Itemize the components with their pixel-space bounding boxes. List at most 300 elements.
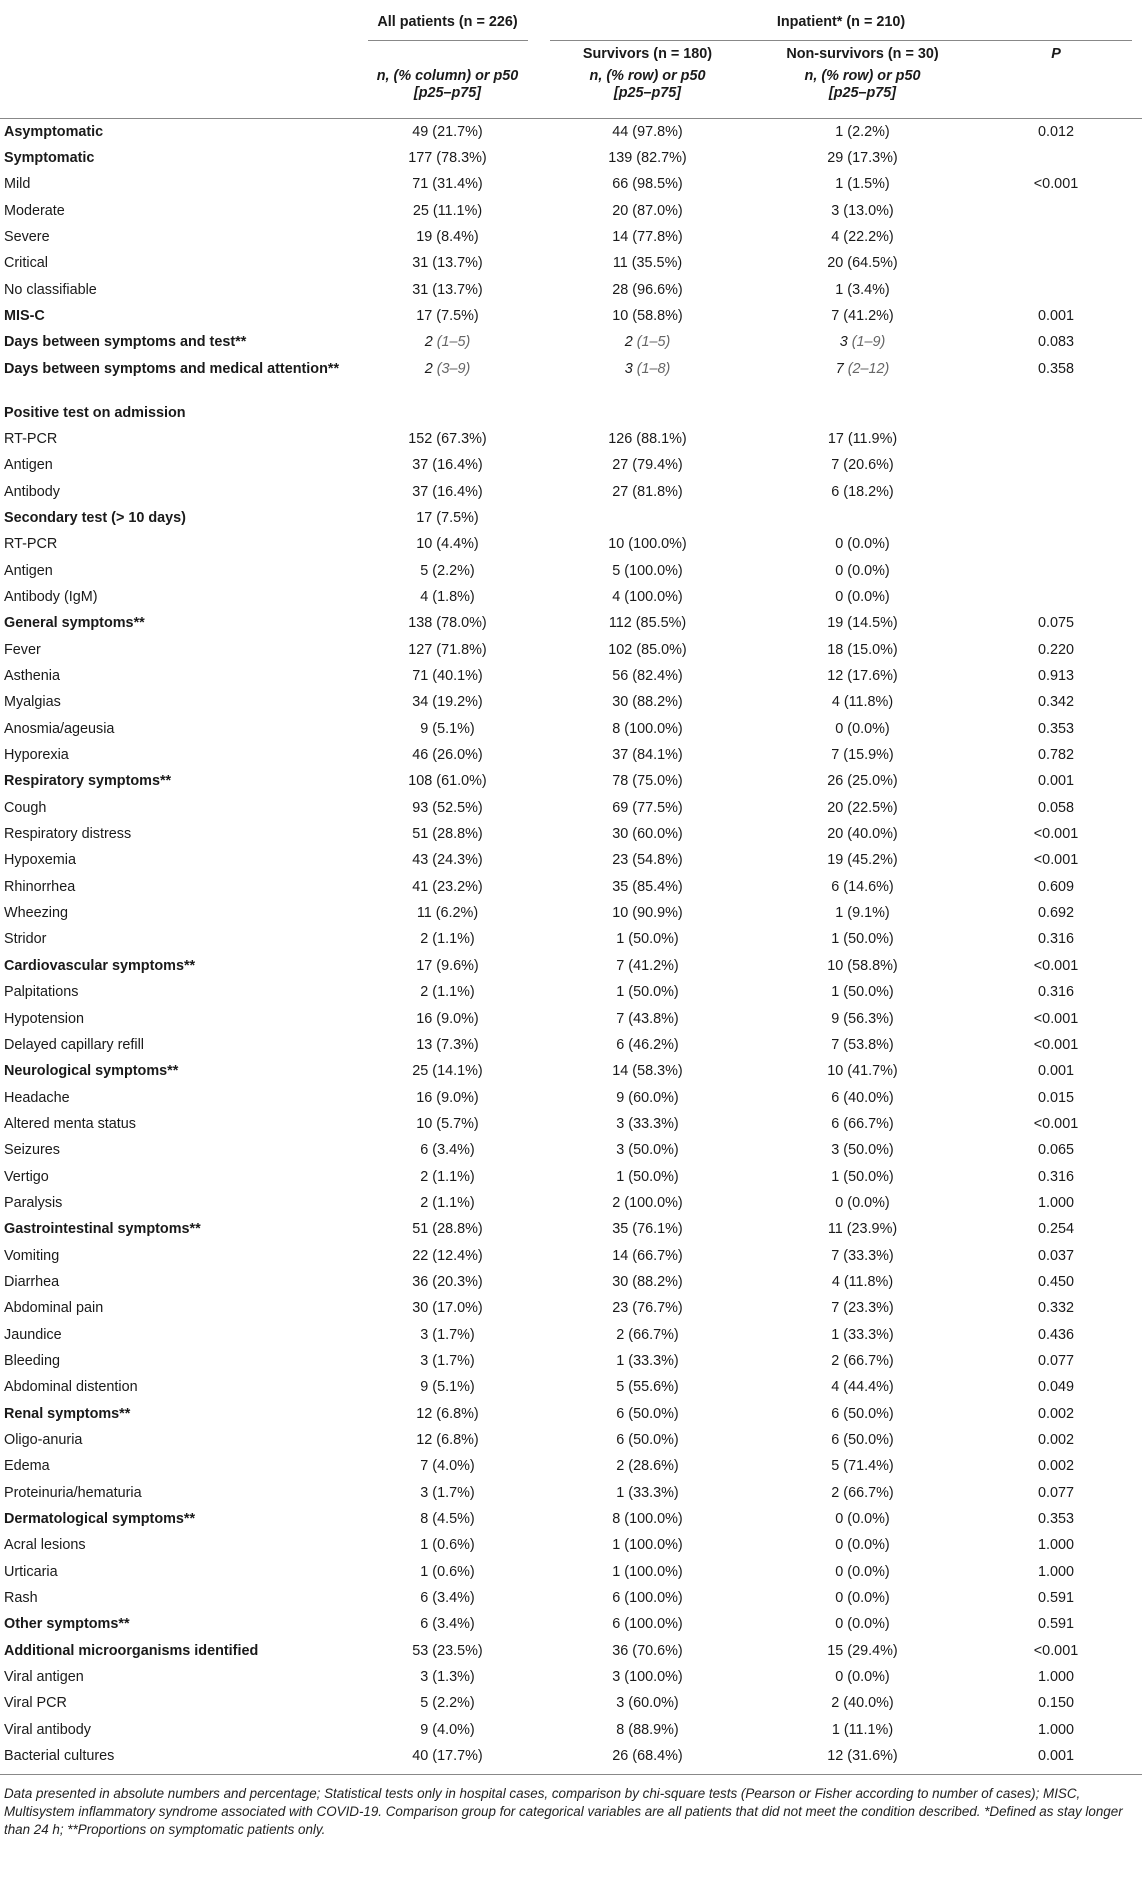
cell-all-patients: 108 (61.0%) [408, 773, 487, 790]
cell-all-patients: 37 (16.4%) [412, 457, 483, 474]
table-body [0, 119, 1142, 1775]
cell-p-value: 0.316 [1037, 931, 1074, 948]
row-label: Mild [4, 176, 31, 193]
row-label: Delayed capillary refill [4, 1036, 144, 1053]
table-row [0, 1374, 1142, 1400]
cell-nonsurvivors: 12 (31.6%) [827, 1748, 898, 1765]
cell-survivors: 4 (100.0%) [612, 589, 683, 605]
cell-all-patients: 71 (31.4%) [412, 176, 483, 193]
cell-survivors: 5 (55.6%) [616, 1379, 679, 1396]
cell-nonsurvivors: 6 (14.6%) [831, 878, 894, 895]
cell-survivors: 1 (50.0%) [616, 984, 679, 1001]
cell-nonsurvivors: 4 (11.8%) [831, 694, 894, 711]
row-label: Critical [4, 255, 48, 272]
table-row [0, 426, 1142, 452]
cell-all-patients: 5 (2.2%) [420, 562, 475, 579]
cell-nonsurvivors: 5 (71.4%) [831, 1458, 894, 1475]
cell-survivors: 56 (82.4%) [612, 668, 683, 685]
row-label: Days between symptoms and medical attention** [4, 360, 340, 377]
table-row [0, 795, 1142, 821]
cell-p-value: <0.001 [1033, 1036, 1079, 1053]
cell-survivors: 2 (100.0%) [612, 1194, 683, 1211]
row-label: Symptomatic [4, 149, 95, 166]
cell-survivors: 78 (75.0%) [612, 773, 683, 790]
row-label: Severe [4, 228, 50, 245]
cell-p-value: 0.002 [1037, 1405, 1074, 1422]
table-row [0, 689, 1142, 715]
table-row [0, 1611, 1142, 1637]
cell-survivors: 23 (54.8%) [612, 852, 683, 869]
cell-nonsurvivors: 2 (66.7%) [831, 1484, 894, 1501]
cell-all-patients: 10 (5.7%) [416, 1115, 479, 1132]
row-label: RT-PCR [4, 430, 58, 447]
cell-nonsurvivors: 1 (11.1%) [831, 1721, 894, 1738]
row-label: Hypotension [4, 1010, 84, 1027]
cell-all-patients: 9 (4.0%) [420, 1721, 475, 1738]
cell-all-patients: 41 (23.2%) [412, 878, 483, 895]
cell-survivors [540, 505, 755, 531]
cell-p-value: 0.353 [1037, 1511, 1074, 1528]
cell-all-patients: 152 (67.3%) [408, 430, 487, 447]
cell-survivors: 1 (50.0%) [616, 1168, 679, 1185]
cell-nonsurvivors: 15 (29.4%) [827, 1642, 898, 1659]
cell-survivors: 6 (100.0%) [612, 1616, 683, 1633]
cell-p-value: 1.000 [1037, 1194, 1074, 1211]
cell-nonsurvivors: 6 (50.0%) [831, 1432, 894, 1448]
table-row [0, 874, 1142, 900]
table-row [0, 505, 1142, 531]
cell-all-patients: 17 (7.5%) [416, 509, 479, 526]
table-row [0, 1664, 1142, 1690]
cell-nonsurvivors: 19 (45.2%) [827, 852, 898, 869]
header-row-subtitles [0, 68, 1142, 119]
cell-survivors: 126 (88.1%) [608, 430, 687, 447]
table-row [0, 1164, 1142, 1190]
row-label: Cough [4, 799, 47, 816]
row-label: Palpitations [4, 984, 79, 1001]
cell-p-value: 0.002 [1037, 1458, 1074, 1475]
cell-all-patients: 93 (52.5%) [412, 799, 483, 816]
row-label: Urticaria [4, 1563, 58, 1580]
cell-p-value: 0.075 [1037, 615, 1074, 632]
cell-nonsurvivors [755, 400, 970, 426]
row-label: Asthenia [4, 668, 61, 685]
table-row [0, 1006, 1142, 1032]
cell-p-value: 0.342 [1037, 694, 1074, 711]
cell-survivors: 30 (88.2%) [612, 694, 683, 711]
table-row [0, 926, 1142, 952]
cell-all-patients: 30 (17.0%) [412, 1300, 483, 1317]
row-label: Diarrhea [4, 1273, 60, 1290]
table-row [0, 1690, 1142, 1716]
table-row [0, 610, 1142, 636]
cell-all-patients: 46 (26.0%) [412, 747, 483, 764]
row-label: Antibody [4, 483, 61, 500]
row-label: Acral lesions [4, 1537, 86, 1554]
cell-nonsurvivors: 26 (25.0%) [827, 773, 898, 790]
cell-p-value: 0.609 [1037, 878, 1074, 895]
cell-survivors: 1 (50.0%) [616, 931, 679, 948]
table-row [0, 277, 1142, 303]
col-survivors: Survivors (n = 180) [582, 46, 713, 62]
cell-all-patients: 31 (13.7%) [412, 281, 483, 298]
cell-nonsurvivors: 0 (0.0%) [835, 536, 890, 553]
header-row-groups [0, 0, 1142, 44]
cell-p-value: 0.015 [1037, 1089, 1074, 1106]
table-row [0, 329, 1142, 355]
cell-all-patients: 2 (1.1%) [420, 984, 475, 1001]
table-row [0, 953, 1142, 979]
row-label: Additional microorganisms identified [4, 1642, 259, 1659]
cell-nonsurvivors: 7 (23.3%) [831, 1300, 894, 1317]
row-label: Moderate [4, 202, 65, 219]
cell-survivors: 30 (60.0%) [612, 826, 683, 843]
table-row [0, 1243, 1142, 1269]
cell-p-value [970, 479, 1142, 505]
cell-survivors: 3 (100.0%) [612, 1669, 683, 1686]
table-row [0, 1190, 1142, 1216]
row-label: Hypoxemia [4, 852, 76, 869]
cell-p-value: 0.782 [1037, 747, 1074, 764]
row-label: General symptoms** [4, 615, 145, 632]
cell-nonsurvivors: 1 (50.0%) [831, 1168, 894, 1185]
cell-survivors: 14 (66.7%) [612, 1247, 683, 1264]
cell-nonsurvivors: 1 (1.5%) [835, 176, 890, 193]
row-label: Paralysis [4, 1194, 63, 1211]
cell-survivors: 2 (28.6%) [616, 1458, 679, 1475]
cell-all-patients: 3 (1.7%) [420, 1326, 475, 1343]
row-label: Antibody (IgM) [4, 589, 98, 605]
row-label: Gastrointestinal symptoms** [4, 1221, 201, 1238]
cell-p-value: 0.692 [1037, 905, 1074, 922]
table-row [0, 1717, 1142, 1743]
cell-survivors: 26 (68.4%) [612, 1748, 683, 1765]
cell-survivors: 6 (46.2%) [616, 1036, 679, 1053]
cell-nonsurvivors: 2 (40.0%) [831, 1695, 894, 1712]
cell-survivors: 27 (81.8%) [612, 483, 683, 500]
row-label: Proteinuria/hematuria [4, 1484, 142, 1501]
cell-all-patients: 11 (6.2%) [416, 905, 479, 922]
cell-all-patients: 53 (23.5%) [412, 1642, 483, 1659]
cell-all-patients: 6 (3.4%) [420, 1590, 475, 1607]
cell-survivors: 28 (96.6%) [612, 281, 683, 298]
cell-all-patients: 40 (17.7%) [412, 1748, 483, 1765]
cell-nonsurvivors: 0 (0.0%) [835, 589, 890, 605]
cell-p-value: 0.049 [1037, 1379, 1074, 1396]
cell-survivors: 6 (50.0%) [616, 1405, 679, 1422]
cell-all-patients: 3 (1.3%) [420, 1669, 475, 1686]
row-label: Oligo-anuria [4, 1432, 83, 1448]
cell-nonsurvivors: 0 (0.0%) [835, 562, 890, 579]
cell-survivors: 20 (87.0%) [612, 202, 683, 219]
cell-p-value: 0.001 [1037, 1748, 1074, 1765]
table-row [0, 479, 1142, 505]
table-row [0, 900, 1142, 926]
cell-all-patients: 10 (4.4%) [416, 536, 479, 553]
cell-nonsurvivors: 0 (0.0%) [835, 1590, 890, 1607]
row-label: Other symptoms** [4, 1616, 130, 1633]
cell-survivors: 36 (70.6%) [612, 1642, 683, 1659]
table-row [0, 1085, 1142, 1111]
cell-nonsurvivors: 19 (14.5%) [827, 615, 898, 632]
cell-p-value: 0.065 [1037, 1142, 1074, 1159]
cell-all-patients: 9 (5.1%) [420, 1379, 475, 1396]
table-row [0, 303, 1142, 329]
cell-survivors: 6 (100.0%) [612, 1590, 683, 1607]
table-row [0, 1348, 1142, 1374]
cell-all-patients: 138 (78.0%) [408, 615, 487, 632]
cell-p-value [970, 452, 1142, 478]
cell-survivors: 7 (41.2%) [616, 957, 679, 974]
cell-p-value: 0.913 [1037, 668, 1074, 685]
cell-all-patients: 31 (13.7%) [412, 255, 483, 272]
cell-all-patients: 17 (9.6%) [416, 957, 479, 974]
cell-nonsurvivors: 3 (50.0%) [831, 1142, 894, 1159]
cell-p-value: 0.150 [1037, 1695, 1074, 1712]
row-label: Abdominal distention [4, 1379, 138, 1396]
cell-all-patients: 25 (11.1%) [412, 202, 483, 219]
row-label: RT-PCR [4, 536, 58, 553]
table-row [0, 1453, 1142, 1479]
cell-all-patients: 16 (9.0%) [416, 1010, 479, 1027]
cell-p-value: 0.077 [1037, 1484, 1074, 1501]
cell-nonsurvivors: 29 (17.3%) [827, 149, 898, 166]
table-row [0, 716, 1142, 742]
cell-p-value [970, 145, 1142, 171]
row-label: Secondary test (> 10 days) [4, 509, 186, 526]
cell-all-patients: 36 (20.3%) [412, 1273, 483, 1290]
row-label: Stridor [4, 931, 47, 948]
cell-all-patients: 3 (1.7%) [420, 1484, 475, 1501]
cell-all-patients: 127 (71.8%) [408, 641, 487, 658]
cell-nonsurvivors: 0 (0.0%) [835, 1511, 890, 1528]
row-label: Altered menta status [4, 1115, 136, 1132]
table-row [0, 224, 1142, 250]
table-row [0, 584, 1142, 610]
header-row-columns [0, 44, 1142, 68]
row-label: Jaundice [4, 1326, 62, 1343]
cell-all-patients: 25 (14.1%) [412, 1063, 483, 1080]
cell-nonsurvivors: 1 (50.0%) [831, 931, 894, 948]
table-row [0, 1322, 1142, 1348]
cell-survivors: 1 (100.0%) [612, 1537, 683, 1554]
cell-nonsurvivors: 0 (0.0%) [835, 1563, 890, 1580]
table-row [0, 1401, 1142, 1427]
cell-p-value: <0.001 [1033, 1010, 1079, 1027]
cell-all-patients: 4 (1.8%) [420, 589, 475, 605]
row-label: Renal symptoms** [4, 1405, 131, 1422]
cell-survivors: 1 (33.3%) [616, 1484, 679, 1501]
cell-survivors: 5 (100.0%) [612, 562, 683, 579]
cell-p-value: <0.001 [1033, 1642, 1079, 1659]
cell-survivors: 11 (35.5%) [612, 255, 683, 272]
table-row [0, 452, 1142, 478]
table-row [0, 1532, 1142, 1558]
cell-nonsurvivors: 3 (13.0%) [831, 202, 894, 219]
table-row [0, 637, 1142, 663]
cell-p-value [970, 198, 1142, 224]
cell-nonsurvivors: 2 (66.7%) [831, 1352, 894, 1369]
cell-nonsurvivors: 7 (41.2%) [831, 307, 894, 324]
cell-nonsurvivors: 20 (22.5%) [827, 799, 898, 816]
cell-nonsurvivors: 6 (50.0%) [831, 1405, 894, 1422]
cell-survivors: 2 (1–5) [624, 334, 671, 351]
cell-p-value: 1.000 [1037, 1537, 1074, 1554]
cell-p-value: 0.001 [1037, 307, 1074, 324]
table-row [0, 400, 1142, 426]
table-footnote: Data presented in absolute numbers and percentage; Statistical tests only in hospital cases, comparison by chi-square tests (Pearson or Fisher according to number of cases); MISC, Multisystem inflammatory syndrome associated with COVID-19. Comparison group for categorical variables are all patients that did not meet the condition described. *Defined as stay longer than 24 h; **Proportions on symptomatic patients only. [4, 1785, 1123, 1837]
cell-survivors: 3 (60.0%) [616, 1695, 679, 1712]
table-row [0, 768, 1142, 794]
cell-p-value: 0.316 [1037, 984, 1074, 1001]
cell-all-patients: 34 (19.2%) [412, 694, 483, 711]
group-all-patients: All patients (n = 226) [355, 0, 540, 44]
row-label: Antigen [4, 457, 53, 474]
cell-all-patients: 22 (12.4%) [412, 1247, 483, 1264]
cell-survivors: 1 (100.0%) [612, 1563, 683, 1580]
cell-all-patients: 3 (1.7%) [420, 1352, 475, 1369]
cell-all-patients: 2 (1.1%) [420, 1194, 475, 1211]
cell-nonsurvivors: 7 (53.8%) [831, 1036, 894, 1053]
cell-p-value: 0.450 [1037, 1273, 1074, 1290]
table-row [0, 821, 1142, 847]
cell-all-patients: 49 (21.7%) [412, 124, 483, 140]
cell-nonsurvivors: 20 (64.5%) [827, 255, 898, 272]
cell-nonsurvivors: 1 (3.4%) [835, 281, 890, 298]
row-label: Antigen [4, 562, 53, 579]
group-inpatient: Inpatient* (n = 210) [540, 0, 1142, 44]
cell-all-patients: 6 (3.4%) [420, 1142, 475, 1159]
cell-survivors: 30 (88.2%) [612, 1273, 683, 1290]
cell-nonsurvivors: 12 (17.6%) [827, 668, 898, 685]
table-row [0, 198, 1142, 224]
cell-survivors: 27 (79.4%) [612, 457, 683, 474]
cell-p-value: <0.001 [1033, 176, 1079, 193]
cell-nonsurvivors: 10 (58.8%) [827, 957, 898, 974]
table-row [0, 1559, 1142, 1585]
cell-p-value [970, 224, 1142, 250]
cell-p-value: 0.002 [1037, 1432, 1074, 1448]
row-label: Neurological symptoms** [4, 1063, 179, 1080]
cell-all-patients: 1 (0.6%) [420, 1563, 475, 1580]
cell-p-value: 0.591 [1037, 1590, 1074, 1607]
cell-p-value [970, 277, 1142, 303]
cell-survivors: 66 (98.5%) [612, 176, 683, 193]
cell-p-value: 0.436 [1037, 1326, 1074, 1343]
cell-nonsurvivors: 7 (20.6%) [831, 457, 894, 474]
cell-p-value: 0.037 [1037, 1247, 1074, 1264]
row-label: Respiratory symptoms** [4, 773, 172, 790]
cell-survivors: 8 (100.0%) [612, 1511, 683, 1528]
row-label: Bleeding [4, 1352, 61, 1369]
sub-survivors: n, (% row) or p50 [p25–p75] [589, 68, 706, 101]
cell-nonsurvivors: 17 (11.9%) [827, 430, 898, 447]
cell-p-value: <0.001 [1033, 852, 1079, 869]
cell-nonsurvivors: 6 (40.0%) [831, 1089, 894, 1106]
cell-all-patients: 6 (3.4%) [420, 1616, 475, 1633]
row-label: Vomiting [4, 1247, 60, 1264]
cell-p-value: 1.000 [1037, 1669, 1074, 1686]
cell-all-patients: 12 (6.8%) [416, 1405, 479, 1422]
cell-nonsurvivors: 18 (15.0%) [827, 641, 898, 658]
cell-p-value: 1.000 [1037, 1563, 1074, 1580]
table-row [0, 1743, 1142, 1774]
table-row [0, 1111, 1142, 1137]
table-row [0, 171, 1142, 197]
row-label: Cardiovascular symptoms** [4, 957, 196, 974]
cell-p-value [970, 584, 1142, 610]
row-label: No classifiable [4, 281, 97, 298]
cell-all-patients: 51 (28.8%) [412, 1221, 483, 1238]
cell-all-patients: 2 (1.1%) [420, 931, 475, 948]
table-row [0, 145, 1142, 171]
table-row [0, 979, 1142, 1005]
row-label: Positive test on admission [4, 404, 186, 421]
cell-all-patients: 71 (40.1%) [412, 668, 483, 685]
row-label: Myalgias [4, 694, 61, 711]
row-label: Seizures [4, 1142, 60, 1159]
table-row [0, 1480, 1142, 1506]
cell-survivors: 3 (50.0%) [616, 1142, 679, 1159]
cell-nonsurvivors: 6 (66.7%) [831, 1115, 894, 1132]
cell-survivors: 2 (66.7%) [616, 1326, 679, 1343]
cell-survivors: 14 (58.3%) [612, 1063, 683, 1080]
cell-p-value [970, 400, 1142, 426]
row-label: Viral antibody [4, 1721, 91, 1738]
cell-p-value: 0.358 [1037, 360, 1074, 377]
cell-all-patients: 5 (2.2%) [420, 1695, 475, 1712]
cell-nonsurvivors: 20 (40.0%) [827, 826, 898, 843]
cell-survivors: 14 (77.8%) [612, 228, 683, 245]
row-label: Fever [4, 641, 41, 658]
cell-p-value: 0.316 [1037, 1168, 1074, 1185]
cell-p-value [970, 531, 1142, 557]
table-row [0, 1137, 1142, 1163]
row-label: Vertigo [4, 1168, 49, 1185]
row-label: Anosmia/ageusia [4, 720, 115, 737]
row-label: Respiratory distress [4, 826, 132, 843]
cell-all-patients: 37 (16.4%) [412, 483, 483, 500]
row-label: Rash [4, 1590, 38, 1607]
cell-all-patients: 13 (7.3%) [416, 1036, 479, 1053]
cell-survivors: 8 (100.0%) [612, 720, 683, 737]
cell-survivors: 3 (33.3%) [616, 1115, 679, 1132]
table-row [0, 1216, 1142, 1242]
cell-survivors: 102 (85.0%) [608, 641, 687, 658]
cell-survivors: 10 (100.0%) [608, 536, 687, 553]
table-row [0, 356, 1142, 400]
row-label: Days between symptoms and test** [4, 334, 247, 351]
cell-nonsurvivors: 0 (0.0%) [835, 1537, 890, 1554]
sub-nonsurvivors: n, (% row) or p50 [p25–p75] [804, 68, 921, 101]
cell-p-value: <0.001 [1033, 1115, 1079, 1132]
table-row [0, 847, 1142, 873]
cell-all-patients: 2 (3–9) [424, 360, 471, 377]
cell-nonsurvivors: 9 (56.3%) [831, 1010, 894, 1027]
row-label: Edema [4, 1458, 50, 1475]
cell-p-value: <0.001 [1033, 957, 1079, 974]
row-label: Viral PCR [4, 1695, 67, 1712]
table-row [0, 558, 1142, 584]
cell-survivors: 35 (76.1%) [612, 1221, 683, 1238]
cell-nonsurvivors: 11 (23.9%) [827, 1221, 898, 1238]
cell-p-value: 0.591 [1037, 1616, 1074, 1633]
table-row [0, 1585, 1142, 1611]
table-row [0, 119, 1142, 145]
cell-nonsurvivors: 0 (0.0%) [835, 1616, 890, 1633]
cell-nonsurvivors: 0 (0.0%) [835, 1194, 890, 1211]
cell-all-patients: 2 (1.1%) [420, 1168, 475, 1185]
